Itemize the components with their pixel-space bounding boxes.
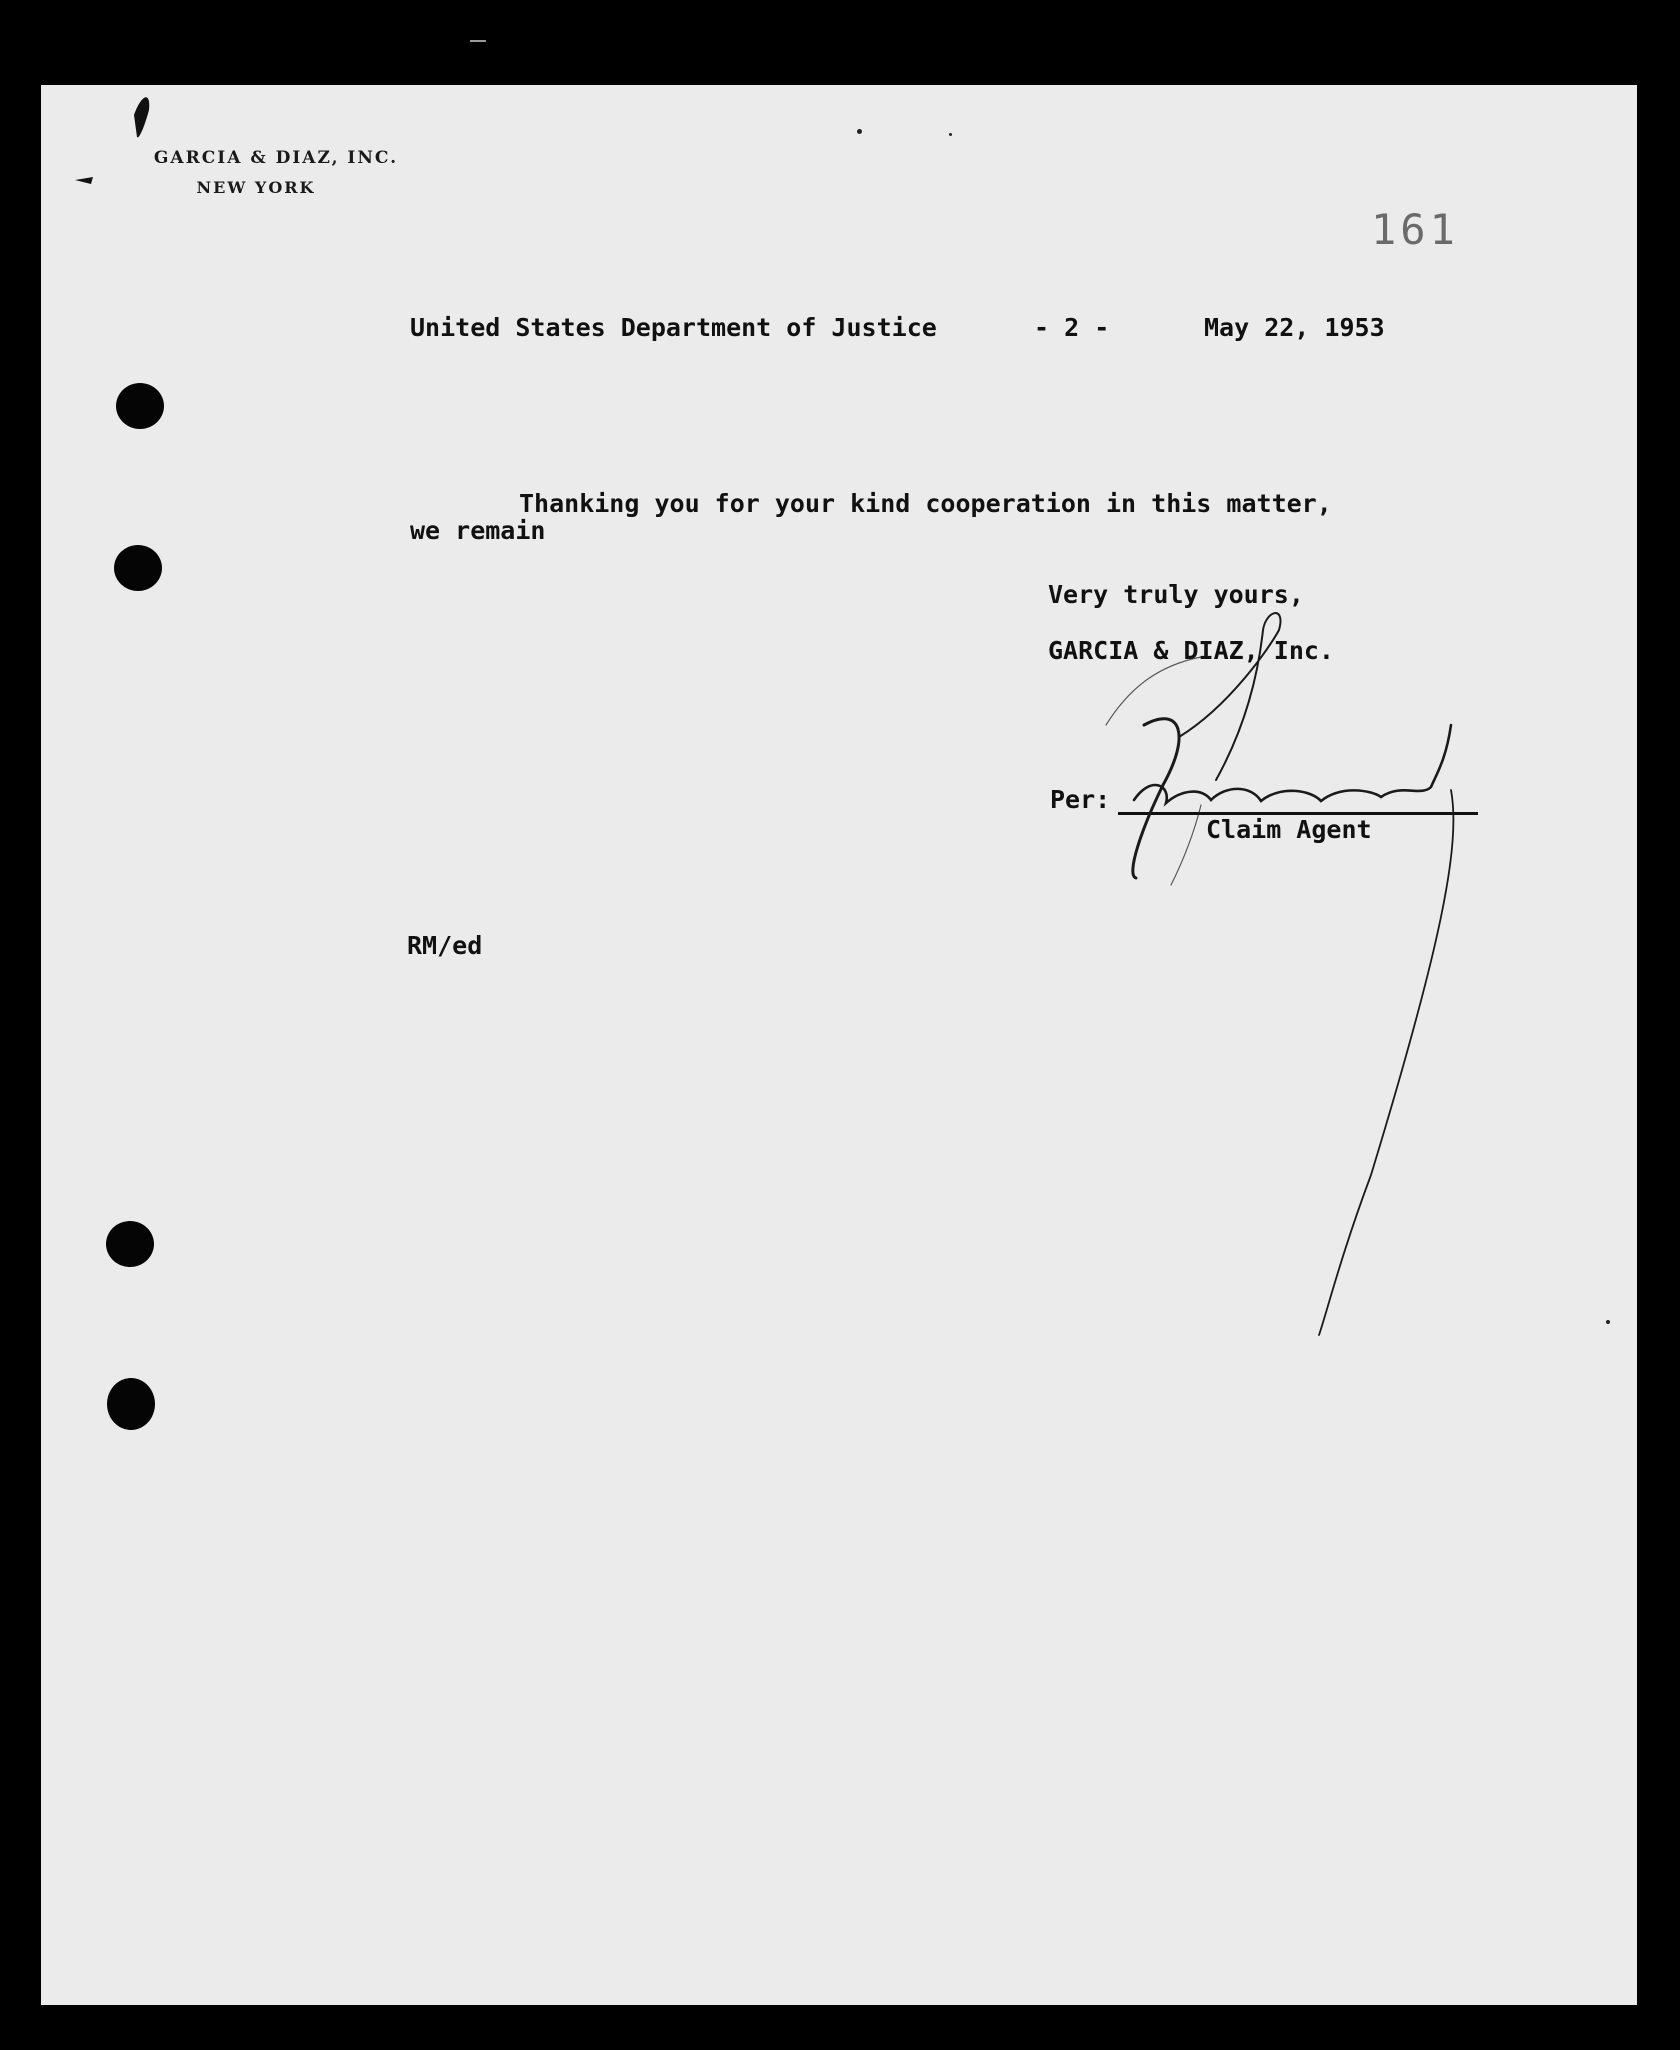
signature-per-label: Per: [1050,785,1111,814]
letter-page [41,85,1637,2005]
scan-artifact-mark [470,40,486,42]
closing-salutation: Very truly yours, [1048,580,1304,609]
document-stamp-number: 161 [1371,205,1459,254]
letterhead-city: NEW YORK [196,178,316,197]
header-addressee: United States Department of Justice [410,313,937,342]
punch-hole [107,1378,155,1430]
letterhead-company: GARCIA & DIAZ, INC. [153,148,399,168]
signer-title: Claim Agent [1206,815,1372,844]
speck [949,133,952,136]
punch-hole [114,545,162,591]
punch-hole [116,383,164,429]
punch-hole [106,1221,154,1267]
speck [1606,1320,1610,1324]
reference-initials: RM/ed [407,931,483,960]
body-line-2: we remain [410,516,546,545]
header-page-number: - 2 - [1034,313,1110,342]
speck [857,129,862,134]
header-date: May 22, 1953 [1204,313,1385,342]
closing-company: GARCIA & DIAZ, Inc. [1048,636,1334,665]
handwritten-signature [41,85,1637,2005]
body-line-1: Thanking you for your kind cooperation in this matter, [519,489,1332,518]
